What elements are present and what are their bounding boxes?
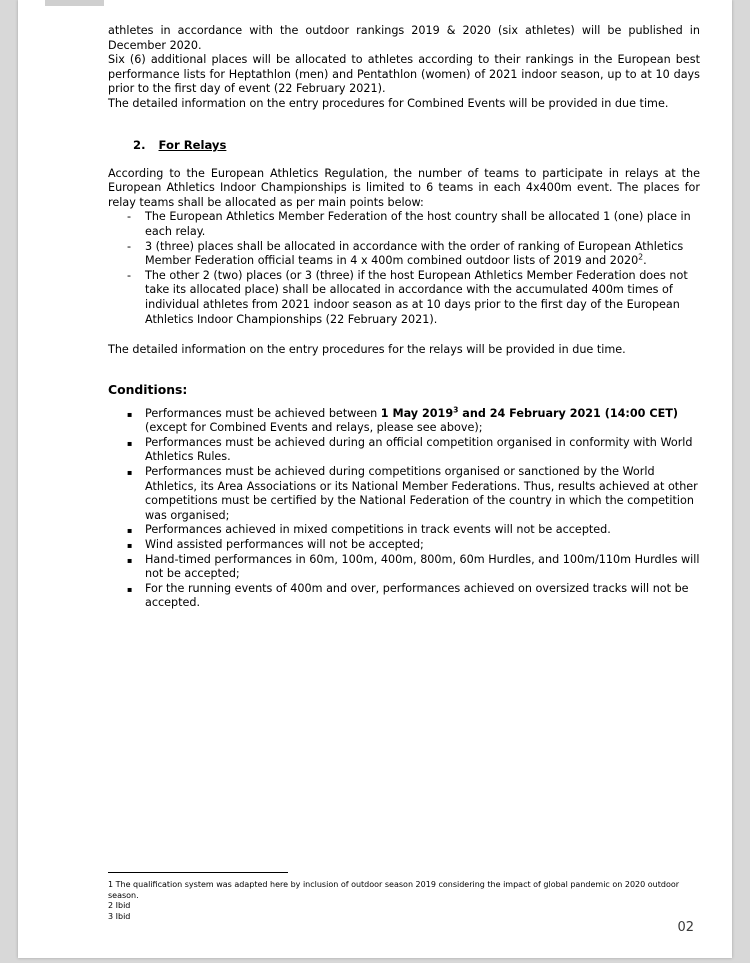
condition-text: Hand-timed performances in 60m, 100m, 400m, 800m, 60m Hurdles, and 100m/110m Hurdles will not be accepted; [145,552,700,581]
dash-marker: - [127,210,132,224]
condition-text: Performances must be achieved during an official competition organised in conformity with World Athletics Rules. [145,435,693,464]
page-footer [108,872,700,952]
conditions-heading: Conditions: [108,381,188,397]
square-marker: ▪ [127,409,133,419]
list-item [108,523,700,538]
paragraph-2: Six (6) additional places will be allocated to athletes according to their rankings in the European best performance lists for Heptathlon (men) and Pentathlon (women) of 2021 indoor season, up to at 10 days prior to the first day of event (22 February 2021). [108,53,700,96]
list-item [108,210,700,239]
section-2-heading [133,138,700,152]
condition-text-post: (except for Combined Events and relays, please see above); [145,421,483,435]
condition-text: Performances achieved in mixed competitions in track events will not be accepted. [145,523,611,537]
condition-text: Wind assisted performances will not be accepted; [145,538,424,552]
footnote-list [108,880,700,922]
list-item [108,553,700,582]
square-marker: ▪ [127,541,133,551]
condition-bold-2: and 24 February 2021 (14:00 CET) [458,406,678,420]
square-marker: ▪ [127,438,133,448]
square-marker: ▪ [127,555,133,565]
footnote-ref-3: 3 [453,404,459,414]
list-item-text: The other 2 (two) places (or 3 (three) if the host European Athletics Member Federation does not take its allocated place) shall be allocated in accordance with the accumulated 400m times of individual athletes from 2021 indoor season as at 10 days prior to the first day of the European Athletics Indoor Championships (22 February 2021). [145,268,688,326]
footnote-3: 3 Ibid [108,911,131,921]
list-item [108,240,700,269]
square-marker: ▪ [127,526,133,536]
square-marker: ▪ [127,584,133,594]
section-2-title: For Relays [158,137,227,152]
paragraph-1: athletes in accordance with the outdoor rankings 2019 & 2020 (six athletes) will be published in December 2020. [108,24,700,52]
page-number: 02 [677,920,694,935]
list-item-text-tail: . [643,254,647,268]
footnote-2: 2 Ibid [108,901,131,910]
list-item [108,269,700,327]
list-item [108,582,700,611]
condition-text: Performances must be achieved during competitions organised or sanctioned by the World Athletics, its Area Associations or its National Member Federations. Thus, results achieved at other competitions must be certified by the National Federation of the country in which the competition was organised; [145,465,698,522]
list-item-text: The European Athletics Member Federation of the host country shall be allocated 1 (one) place in each relay. [145,210,691,238]
section-2-number: 2. [133,137,146,152]
footnote-1: 1 The qualification system was adapted here by inclusion of outdoor season 2019 considering the impact of global pandemic on 2020 outdoor season. [108,880,680,900]
condition-text-pre: Performances must be achieved between [145,406,381,420]
page-content [91,0,700,958]
list-item [108,404,700,436]
relay-allocation-list [108,210,700,327]
document-page [18,0,732,958]
list-item-text: 3 (three) places shall be allocated in accordance with the order of ranking of European Athletics Member Federation official teams in 4 x 400m combined outdoor lists of 2019 and 2020 [145,239,684,268]
footnote-ref-2: 2 [638,252,644,262]
paragraph-3: The detailed information on the entry procedures for Combined Events will be provided in due time. [108,96,669,110]
dash-marker: - [127,239,132,253]
relays-outro: The detailed information on the entry procedures for the relays will be provided in due time. [108,343,626,357]
footnote-divider [108,872,288,873]
condition-bold-1: 1 May 2019 [380,406,454,420]
list-item [108,465,700,523]
square-marker: ▪ [127,468,133,478]
relays-intro: According to the European Athletics Regulation, the number of teams to participate in relays at the European Athletics Indoor Championships is limited to 6 teams in each 4x400m event. The places for relay teams shall be allocated as per main points below: [108,166,700,209]
list-item [108,436,700,465]
conditions-list [108,404,700,611]
list-item [108,538,700,553]
condition-text: For the running events of 400m and over, performances achieved on oversized tracks will not be accepted. [145,581,689,610]
dash-marker: - [127,268,132,282]
